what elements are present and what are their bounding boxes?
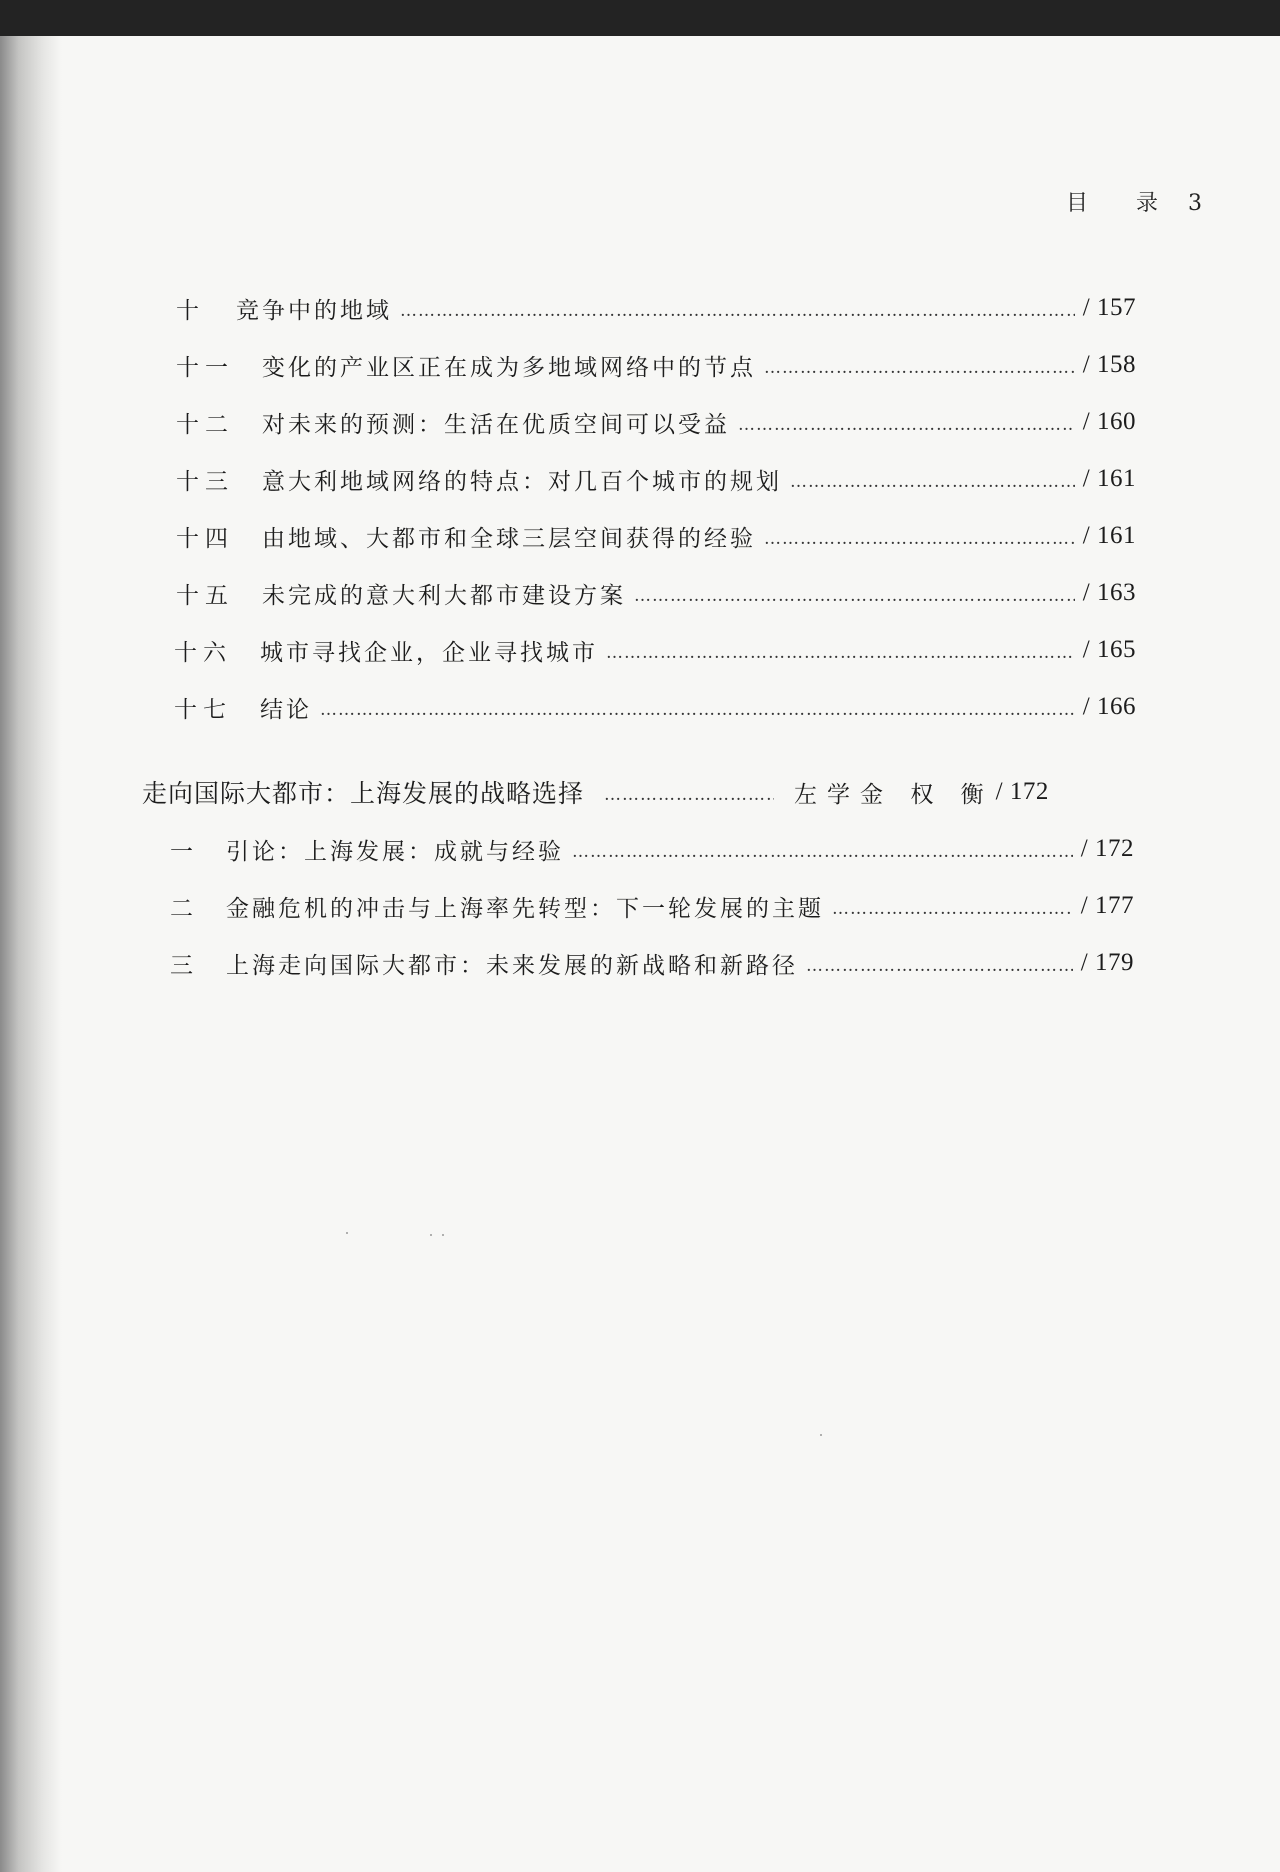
entry-page: / 172 — [1080, 835, 1134, 862]
entry-number: 二 — [170, 895, 199, 922]
scan-speck — [346, 1232, 348, 1234]
scan-top-edge — [0, 0, 1280, 36]
scan-speck — [430, 1234, 432, 1236]
entry-title: 金融危机的冲击与上海率先转型：下一轮发展的主题 — [226, 895, 824, 922]
toc-entry — [170, 884, 1134, 928]
page-number: 3 — [1188, 191, 1204, 216]
entry-page: / 157 — [1082, 294, 1136, 321]
toc-entry — [174, 685, 1136, 729]
section-page: / 172 — [995, 778, 1049, 805]
entry-number: 十 — [176, 297, 205, 324]
entry-number: 十一 — [176, 354, 234, 381]
scan-speck — [820, 1434, 822, 1436]
toc-entry — [170, 941, 1134, 985]
dot-leader — [400, 301, 1075, 321]
entry-number: 十二 — [176, 411, 234, 438]
dot-leader — [764, 529, 1075, 549]
toc-entry — [176, 400, 1136, 444]
dot-leader — [606, 643, 1075, 663]
binding-shadow — [0, 36, 62, 1872]
entry-number: 十三 — [176, 468, 234, 495]
section-title: 走向国际大都市：上海发展的战略选择 — [142, 779, 585, 808]
entry-title: 未完成的意大利大都市建设方案 — [262, 582, 626, 609]
entry-page: / 161 — [1082, 465, 1136, 492]
entry-number: 一 — [170, 838, 199, 865]
toc-entry — [170, 827, 1134, 871]
dot-leader — [634, 586, 1075, 606]
entry-number: 十五 — [176, 582, 234, 609]
running-header — [1066, 186, 1204, 217]
dot-leader — [572, 842, 1073, 862]
entry-title: 意大利地域网络的特点：对几百个城市的规划 — [262, 468, 782, 495]
dot-leader — [320, 700, 1075, 720]
entry-title: 对未来的预测：生活在优质空间可以受益 — [262, 411, 730, 438]
header-label-mu: 目 — [1065, 191, 1090, 216]
toc-entry — [176, 514, 1136, 558]
section-heading — [142, 770, 1136, 814]
toc-entry — [176, 571, 1136, 615]
dot-leader — [832, 899, 1073, 919]
entry-number: 三 — [170, 952, 199, 979]
dot-leader — [790, 472, 1075, 492]
entry-title: 城市寻找企业，企业寻找城市 — [260, 639, 598, 666]
scan-speck — [442, 1234, 444, 1236]
entry-page: / 166 — [1082, 693, 1136, 720]
entry-page: / 160 — [1082, 408, 1136, 435]
entry-page: / 165 — [1082, 636, 1136, 663]
entry-page: / 158 — [1082, 351, 1136, 378]
entry-title: 变化的产业区正在成为多地域网络中的节点 — [262, 354, 756, 381]
dot-leader — [604, 785, 774, 805]
dot-leader — [764, 358, 1075, 378]
entry-page: / 161 — [1082, 522, 1136, 549]
entry-title: 引论：上海发展：成就与经验 — [226, 838, 564, 865]
entry-number: 十六 — [174, 639, 232, 666]
entry-title: 由地域、大都市和全球三层空间获得的经验 — [262, 525, 756, 552]
header-label-lu: 录 — [1135, 191, 1160, 216]
section-author: 左学金 权 衡 — [794, 781, 994, 808]
entry-number: 十四 — [176, 525, 234, 552]
entry-page: / 177 — [1080, 892, 1134, 919]
toc-entry — [176, 457, 1136, 501]
dot-leader — [806, 956, 1073, 976]
toc-entry — [174, 628, 1136, 672]
entry-title: 结论 — [260, 696, 312, 723]
entry-title: 上海走向国际大都市：未来发展的新战略和新路径 — [226, 952, 798, 979]
entry-title: 竞争中的地域 — [236, 297, 392, 324]
toc-entry — [176, 343, 1136, 387]
toc-entry — [176, 286, 1136, 330]
entry-page: / 179 — [1080, 949, 1134, 976]
entry-page: / 163 — [1082, 579, 1136, 606]
dot-leader — [738, 415, 1075, 435]
entry-number: 十七 — [174, 696, 232, 723]
